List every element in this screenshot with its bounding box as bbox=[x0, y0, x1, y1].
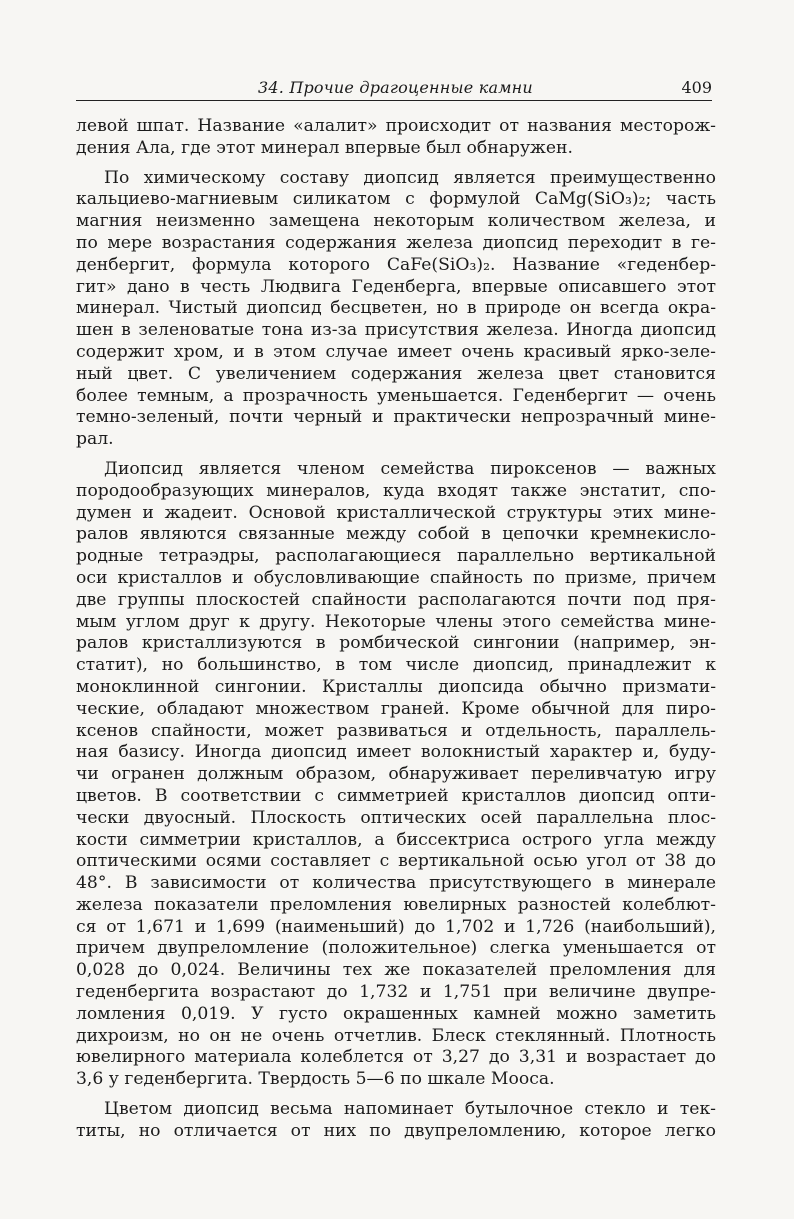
text-line: две группы плоскостей спайности располагаются почти под пря- bbox=[76, 589, 716, 610]
text-line: содержит хром, и в этом случае имеет очень красивый ярко-зеле- bbox=[76, 341, 716, 362]
text-line: более темным, а прозрачность уменьшается. Геденбергит — очень bbox=[76, 385, 716, 406]
text-line: денбергит, формула которого CaFe(SiO₃)₂. Название «геденбер- bbox=[76, 254, 716, 275]
text-line: цветов. В соответствии с симметрией кристаллов диопсид опти- bbox=[76, 785, 716, 806]
text-line: чески двуосный. Плоскость оптических осей параллельна плос- bbox=[76, 807, 716, 828]
text-line: оптическими осями составляет с вертикальной осью угол от 38 до bbox=[76, 851, 716, 872]
text-line: геденбергита возрастают до 1,732 и 1,751 при величине двупре- bbox=[76, 982, 716, 1003]
body-text bbox=[76, 116, 716, 1143]
text-line: 0,028 до 0,024. Величины тех же показателей преломления для bbox=[76, 960, 716, 981]
running-head bbox=[76, 78, 712, 100]
text-line: статит), но большинство, в том числе диопсид, принадлежит к bbox=[76, 655, 716, 676]
paragraph bbox=[76, 1099, 716, 1143]
paragraph bbox=[76, 116, 716, 160]
paragraph-gap bbox=[76, 1091, 716, 1099]
text-line: дения Ала, где этот минерал впервые был обнаружен. bbox=[76, 137, 573, 158]
text-line: дихроизм, но он не очень отчетлив. Блеск стеклянный. Плотность bbox=[76, 1025, 716, 1046]
text-line: породообразующих минералов, куда входят также энстатит, спо- bbox=[76, 480, 716, 501]
text-line: ралов кристаллизуются в ромбической сингонии (например, эн- bbox=[76, 633, 716, 654]
header-rule bbox=[76, 100, 712, 101]
text-line: ломления 0,019. У густо окрашенных камней можно заметить bbox=[76, 1003, 716, 1024]
text-line: Диопсид является членом семейства пироксенов — важных bbox=[104, 458, 716, 479]
text-line: Цветом диопсид весьма напоминает бутылочное стекло и тек- bbox=[104, 1099, 716, 1120]
text-line: родные тетраэдры, располагающиеся параллельно вертикальной bbox=[76, 546, 716, 567]
text-line: по мере возрастания содержания железа диопсид переходит в ге- bbox=[76, 232, 716, 253]
text-line: думен и жадеит. Основой кристаллической структуры этих мине- bbox=[76, 502, 716, 523]
text-line: темно-зеленый, почти черный и практически непрозрачный мине- bbox=[76, 407, 716, 428]
text-line: ческие, обладают множеством граней. Кроме обычной для пиро- bbox=[76, 698, 716, 719]
text-line: ная базису. Иногда диопсид имеет волокнистый характер и, буду- bbox=[76, 742, 716, 763]
text-line: кости симметрии кристаллов, а биссектриса острого угла между bbox=[76, 829, 716, 850]
text-line: рал. bbox=[76, 429, 114, 450]
paragraph bbox=[76, 168, 716, 451]
text-line: гит» дано в честь Людвига Геденберга, впервые описавшего этот bbox=[76, 276, 716, 297]
text-line: ся от 1,671 и 1,699 (наименьший) до 1,702 и 1,726 (наибольший), bbox=[76, 916, 716, 937]
text-line: По химическому составу диопсид является преимущественно bbox=[104, 167, 716, 188]
text-line: 48°. В зависимости от количества присутствующего в минерале bbox=[76, 873, 716, 894]
text-line: кальциево-магниевым силикатом с формулой CaMg(SiO₃)₂; часть bbox=[76, 189, 716, 210]
text-line: чи огранен должным образом, обнаруживает переливчатую игру bbox=[76, 764, 716, 785]
page-number: 409 bbox=[681, 78, 712, 97]
text-line: магния неизменно замещена некоторым количеством железа, и bbox=[76, 211, 716, 232]
text-line: левой шпат. Название «алалит» происходит от названия месторож- bbox=[76, 116, 716, 136]
text-line: шен в зеленоватые тона из-за присутствия железа. Иногда диопсид bbox=[76, 320, 716, 341]
text-line: ралов являются связанные между собой в цепочки кремнекисло- bbox=[76, 524, 716, 545]
text-line: моноклинной сингонии. Кристаллы диопсида обычно призмати- bbox=[76, 676, 716, 697]
paragraph-gap bbox=[76, 451, 716, 459]
text-line: ксенов спайности, может развиваться и отдельность, параллель- bbox=[76, 720, 716, 741]
text-line: мым углом друг к другу. Некоторые члены этого семейства мине- bbox=[76, 611, 716, 632]
paragraph-gap bbox=[76, 160, 716, 168]
text-line: оси кристаллов и обусловливающие спайность по призме, причем bbox=[76, 567, 716, 588]
text-line: ный цвет. С увеличением содержания железа цвет становится bbox=[76, 363, 716, 384]
text-line: 3,6 у геденбергита. Твердость 5—6 по шкале Мооса. bbox=[76, 1069, 555, 1090]
text-line: ювелирного материала колеблется от 3,27 до 3,31 и возрастает до bbox=[76, 1047, 716, 1068]
text-line: титы, но отличается от них по двупреломлению, которое легко bbox=[76, 1120, 716, 1141]
text-line: причем двупреломление (положительное) слегка уменьшается от bbox=[76, 938, 716, 959]
paragraph bbox=[76, 459, 716, 1091]
text-line: железа показатели преломления ювелирных разностей колеблют- bbox=[76, 894, 716, 915]
running-title: 34. Прочие драгоценные камни bbox=[258, 78, 533, 97]
text-line: минерал. Чистый диопсид бесцветен, но в природе он всегда окра- bbox=[76, 298, 716, 319]
